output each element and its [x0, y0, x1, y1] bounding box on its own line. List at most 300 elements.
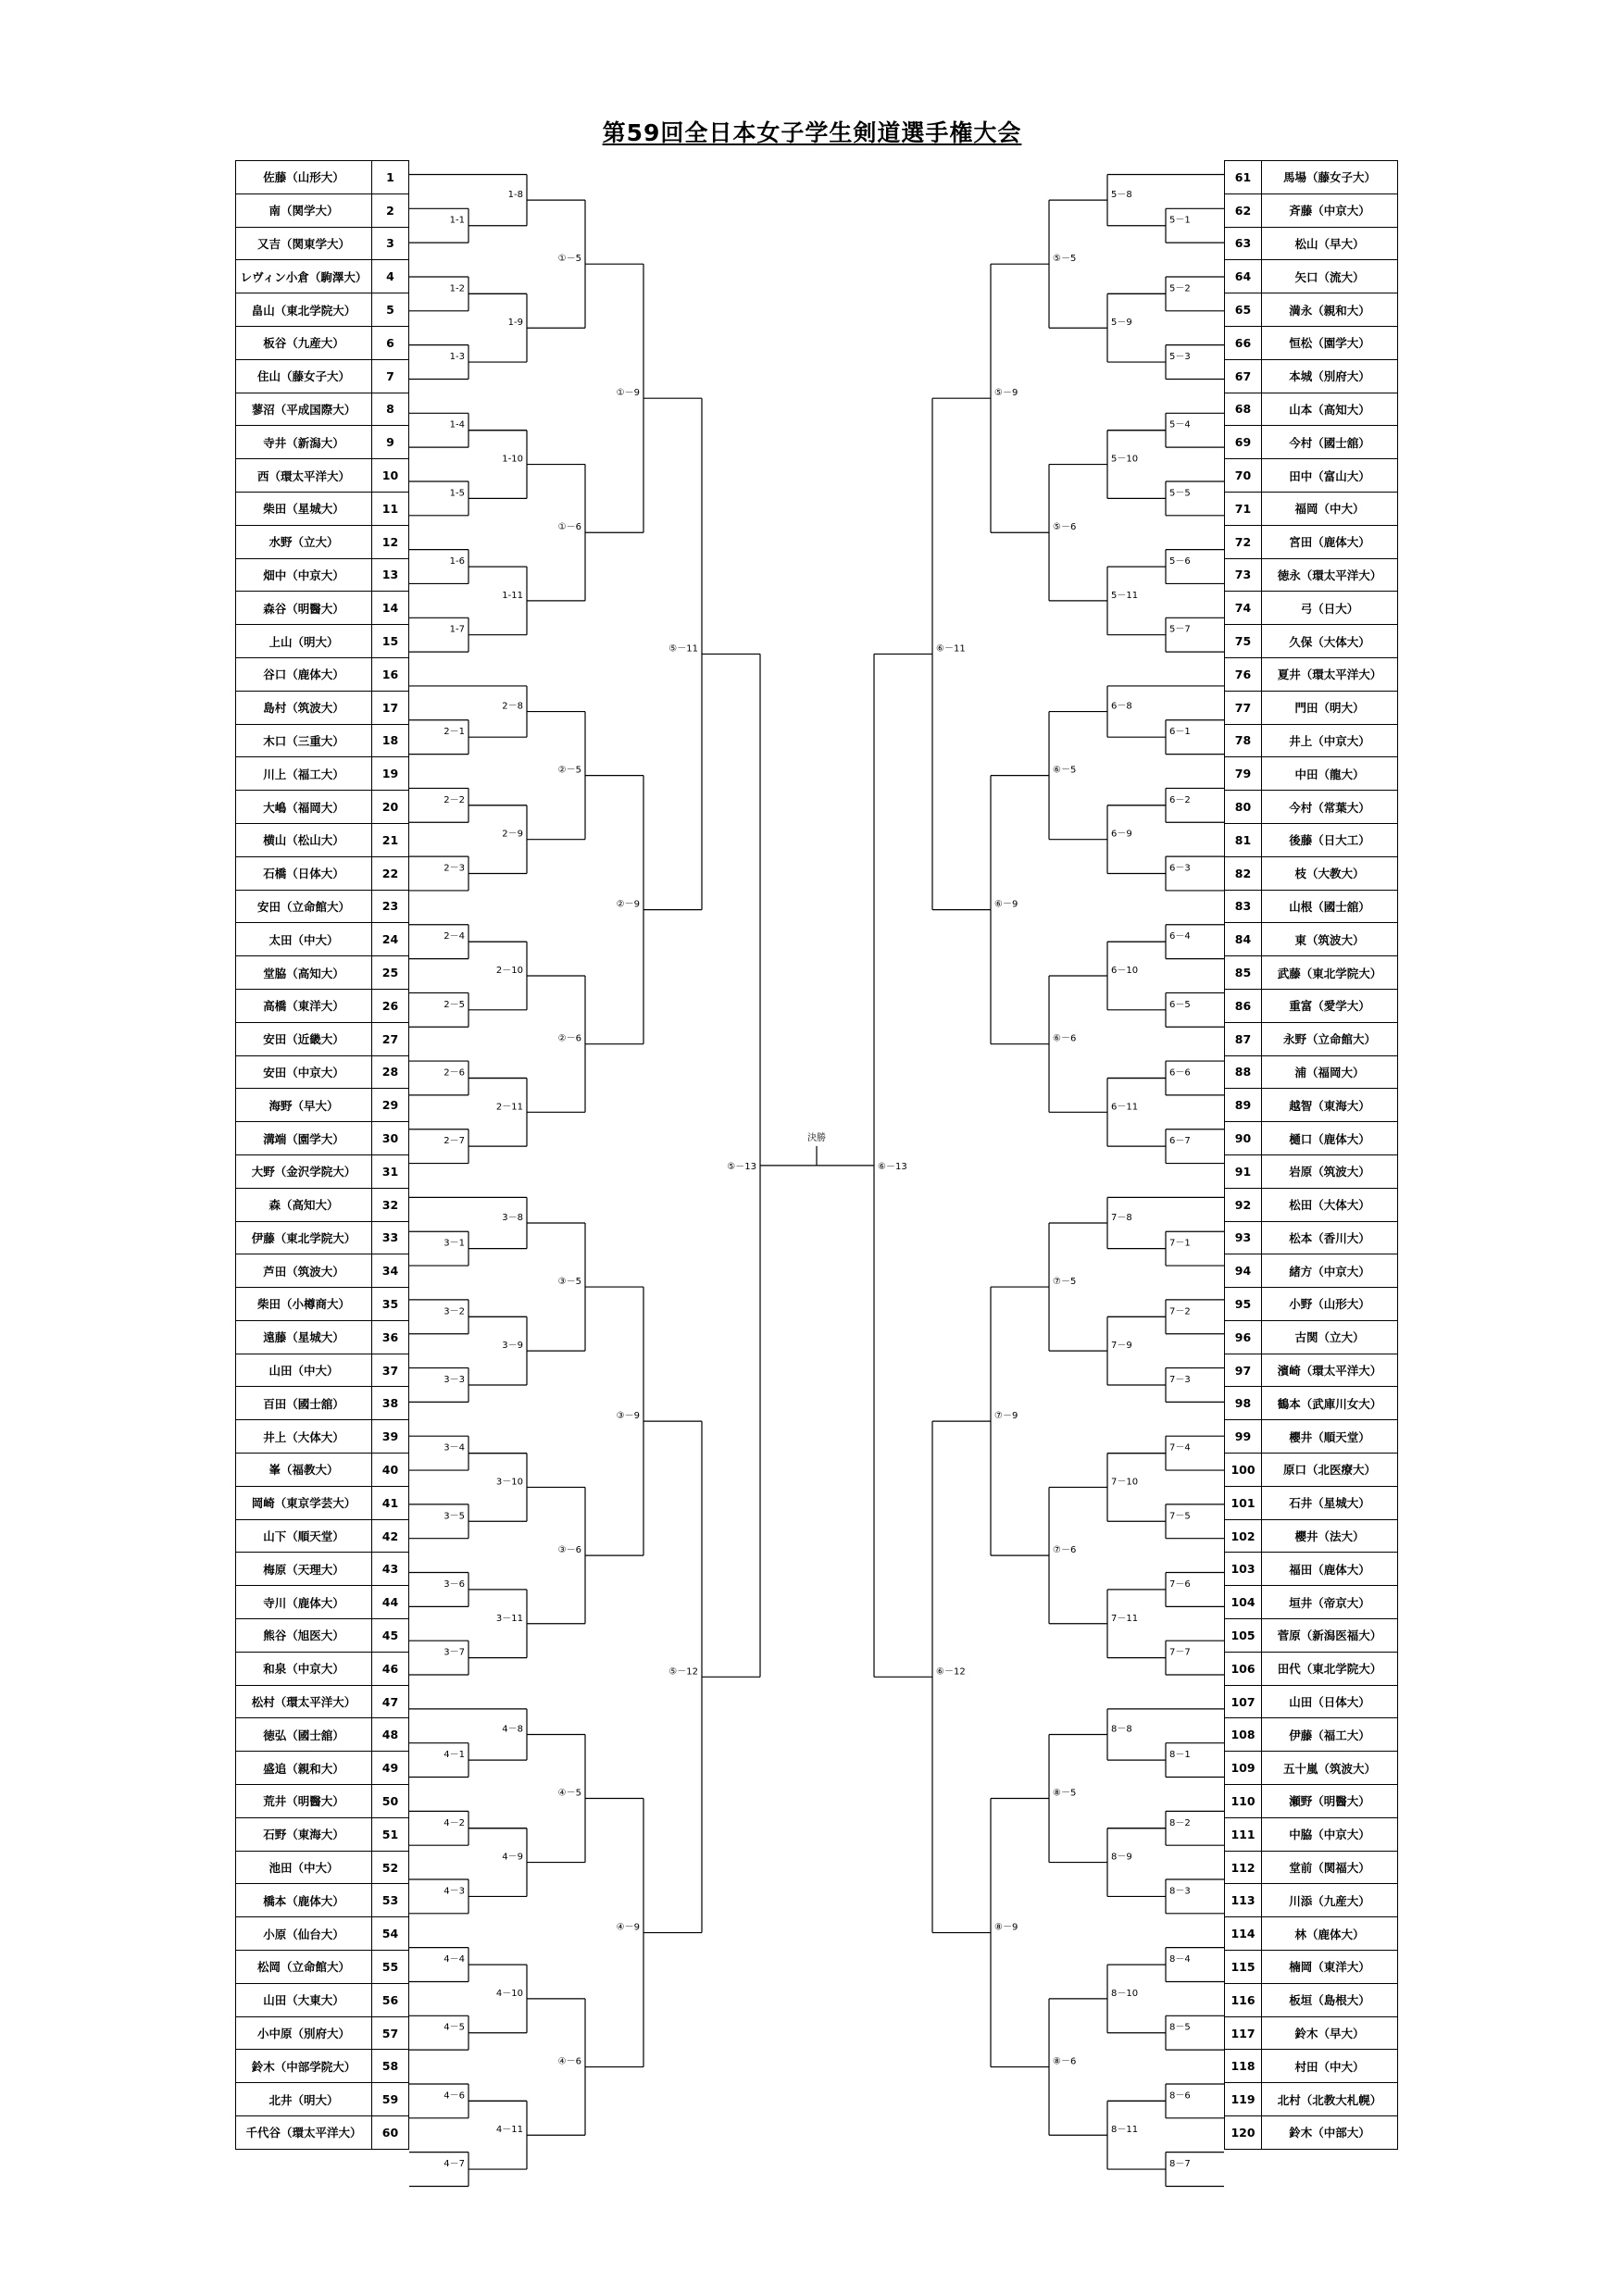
match-number-label: 4－5	[443, 2022, 465, 2033]
match-number-label: 1-6	[449, 556, 465, 568]
entrant-number: 68	[1225, 393, 1262, 426]
match-number-label: ②－5	[557, 765, 581, 776]
entrant-name: 鶴本（武庫川女大）	[1262, 1387, 1398, 1420]
entrant-name: 堂脇（高知大）	[236, 956, 372, 990]
entrant-name: 川上（福工大）	[236, 757, 372, 791]
entrant-name: 鈴木（早大）	[1262, 2016, 1398, 2050]
entrant-name: 森谷（明醫大）	[236, 592, 372, 625]
match-number-label: ⑦－9	[994, 1411, 1018, 1422]
match-number-label: ⑥－11	[936, 643, 966, 655]
entrant-name: 山田（中大）	[236, 1354, 372, 1387]
match-number-label: 3－3	[443, 1374, 465, 1385]
entrant-number: 113	[1225, 1884, 1262, 1917]
match-number-label: 1-2	[449, 283, 465, 294]
match-number-label: ②－6	[557, 1033, 581, 1044]
entrant-name: 馬場（藤女子大）	[1262, 161, 1398, 194]
entrant-number: 58	[372, 2050, 409, 2083]
entrant-number: 66	[1225, 326, 1262, 359]
entrant-name: 橋本（鹿体大）	[236, 1884, 372, 1917]
match-number-label: 3－7	[443, 1647, 465, 1658]
entrant-number: 112	[1225, 1851, 1262, 1884]
entrant-name: 夏井（環太平洋大）	[1262, 657, 1398, 691]
entrant-number: 57	[372, 2016, 409, 2050]
entrant-number: 40	[372, 1454, 409, 1487]
entrant-name: 畑中（中京大）	[236, 558, 372, 592]
entrant-number: 86	[1225, 989, 1262, 1022]
match-number-label: 2－8	[502, 701, 523, 712]
entrant-number: 64	[1225, 260, 1262, 293]
entrant-number: 49	[372, 1752, 409, 1785]
entrant-name: 櫻井（順天堂）	[1262, 1420, 1398, 1454]
match-number-label: 2－6	[443, 1067, 465, 1079]
entrant-number: 51	[372, 1817, 409, 1851]
match-number-label: ③－9	[616, 1411, 640, 1422]
entrant-number: 93	[1225, 1221, 1262, 1254]
entrant-number: 16	[372, 657, 409, 691]
entrant-name: 島村（筑波大）	[236, 691, 372, 724]
entrant-number: 6	[372, 326, 409, 359]
match-number-label: 4－3	[443, 1886, 465, 1897]
match-number-label: ⑥－13	[878, 1161, 907, 1172]
entrant-number: 2	[372, 193, 409, 227]
entrant-name: 濱崎（環太平洋大）	[1262, 1354, 1398, 1387]
match-number-label: 8－3	[1169, 1886, 1191, 1897]
match-number-label: ⑤－6	[1053, 522, 1077, 533]
match-number-label: 8－6	[1169, 2090, 1191, 2102]
match-number-label: 2－11	[495, 1102, 523, 1113]
entrant-number: 42	[372, 1519, 409, 1553]
match-number-label: 8－4	[1169, 1954, 1191, 1965]
entrant-number: 106	[1225, 1652, 1262, 1685]
entrant-name: 谷口（鹿体大）	[236, 657, 372, 691]
entrant-name: 荒井（明醫大）	[236, 1785, 372, 1818]
entrant-number: 26	[372, 989, 409, 1022]
entrant-name: 熊谷（旭医大）	[236, 1619, 372, 1653]
entrant-number: 45	[372, 1619, 409, 1653]
match-number-label: 6－2	[1169, 794, 1191, 805]
match-number-label: 7－4	[1169, 1442, 1191, 1454]
entrant-name: 千代谷（環太平洋大）	[236, 2116, 372, 2150]
entrant-name: 浦（福岡大）	[1262, 1055, 1398, 1089]
entrant-number: 80	[1225, 791, 1262, 824]
entrant-name: 原口（北医療大）	[1262, 1454, 1398, 1487]
entrant-number: 18	[372, 724, 409, 757]
match-number-label: ①－6	[557, 522, 581, 533]
entrant-name: 柴田（小樽商大）	[236, 1288, 372, 1321]
entrant-name: 又吉（関東学大）	[236, 227, 372, 260]
entrant-name: 太田（中大）	[236, 923, 372, 956]
entrant-number: 61	[1225, 161, 1262, 194]
match-number-label: 3－1	[443, 1238, 465, 1249]
entrant-number: 54	[372, 1917, 409, 1951]
entrant-name: 小野（山形大）	[1262, 1288, 1398, 1321]
entrant-number: 41	[372, 1486, 409, 1519]
match-number-label: 5－3	[1169, 352, 1191, 363]
entrant-number: 8	[372, 393, 409, 426]
entrant-name: 門田（明大）	[1262, 691, 1398, 724]
entrant-name: 梅原（天理大）	[236, 1553, 372, 1586]
entrant-name: 北井（明大）	[236, 2083, 372, 2116]
entrant-number: 56	[372, 1983, 409, 2016]
entrant-number: 48	[372, 1718, 409, 1752]
entrant-name: 水野（立大）	[236, 525, 372, 558]
match-number-label: 7－1	[1169, 1238, 1191, 1249]
entrant-name: 武藤（東北学院大）	[1262, 956, 1398, 990]
match-number-label: 6－3	[1169, 863, 1191, 874]
entrant-name: 鈴木（中部大）	[1262, 2116, 1398, 2150]
entrant-name: 宮田（鹿体大）	[1262, 525, 1398, 558]
entrant-number: 120	[1225, 2116, 1262, 2150]
match-number-label: 1-11	[502, 590, 523, 601]
entrant-name: 板垣（島根大）	[1262, 1983, 1398, 2016]
entrant-name: 久保（大体大）	[1262, 625, 1398, 658]
entrant-name: 山田（大東大）	[236, 1983, 372, 2016]
match-number-label: ⑧－5	[1053, 1788, 1077, 1799]
entrant-name: 和泉（中京大）	[236, 1652, 372, 1685]
entrant-number: 77	[1225, 691, 1262, 724]
entrant-name: 峯（福教大）	[236, 1454, 372, 1487]
entrant-number: 107	[1225, 1685, 1262, 1718]
entrant-name: 松村（環太平洋大）	[236, 1685, 372, 1718]
match-number-label: 2－9	[502, 829, 523, 840]
match-number-label: 7－11	[1111, 1613, 1139, 1624]
entrant-name: 北村（北教大札幌）	[1262, 2083, 1398, 2116]
entrant-number: 87	[1225, 1022, 1262, 1055]
entrant-name: 櫻井（法大）	[1262, 1519, 1398, 1553]
match-number-label: ⑥－5	[1053, 765, 1077, 776]
entrant-number: 24	[372, 923, 409, 956]
match-number-label: 3－4	[443, 1442, 465, 1454]
match-number-label: 7－10	[1111, 1477, 1139, 1488]
match-number-label: ⑥－12	[936, 1666, 966, 1678]
match-number-label: ④－6	[557, 2056, 581, 2067]
match-number-label: 8－2	[1169, 1817, 1191, 1828]
entrant-name: 溝端（園学大）	[236, 1122, 372, 1155]
match-number-label: 2－3	[443, 863, 465, 874]
entrant-name: 瀬野（明醫大）	[1262, 1785, 1398, 1818]
match-number-label: 5－1	[1169, 215, 1191, 226]
entrant-name: 村田（中大）	[1262, 2050, 1398, 2083]
entrant-number: 109	[1225, 1752, 1262, 1785]
entrant-number: 22	[372, 856, 409, 890]
entrant-number: 59	[372, 2083, 409, 2116]
tournament-title-text: 第59回全日本女子学生剣道選手権大会	[602, 119, 1022, 146]
match-number-label: 8－10	[1111, 1988, 1139, 1999]
match-number-label: 4－7	[443, 2159, 465, 2170]
entrant-name: 寺川（鹿体大）	[236, 1586, 372, 1619]
match-number-label: 4－6	[443, 2090, 465, 2102]
match-number-label: 2－10	[495, 966, 523, 977]
entrant-number: 100	[1225, 1454, 1262, 1487]
entrant-number: 34	[372, 1254, 409, 1288]
entrant-number: 31	[372, 1154, 409, 1188]
entrant-number: 32	[372, 1188, 409, 1221]
match-number-label: 8－5	[1169, 2022, 1191, 2033]
match-number-label: 3－9	[502, 1341, 523, 1352]
entrant-number: 84	[1225, 923, 1262, 956]
entrant-name: 安田（立命館大）	[236, 890, 372, 923]
entrant-name: 徳永（環太平洋大）	[1262, 558, 1398, 592]
entrant-number: 3	[372, 227, 409, 260]
match-number-label: 6－10	[1111, 966, 1139, 977]
entrant-name: 岡崎（東京学芸大）	[236, 1486, 372, 1519]
match-number-label: ⑥－6	[1053, 1033, 1077, 1044]
match-number-label: 1-10	[502, 454, 523, 465]
entrant-number: 75	[1225, 625, 1262, 658]
entrant-name: 柴田（星城大）	[236, 492, 372, 525]
entrant-name: 山下（順天堂）	[236, 1519, 372, 1553]
entrant-name: 田中（富山大）	[1262, 459, 1398, 493]
entrant-name: 畠山（東北学院大）	[236, 293, 372, 327]
entrant-name: 石野（東海大）	[236, 1817, 372, 1851]
entrant-number: 23	[372, 890, 409, 923]
match-number-label: 2－7	[443, 1136, 465, 1147]
match-number-label: ④－5	[557, 1788, 581, 1799]
entrant-name: 大野（金沢学院大）	[236, 1154, 372, 1188]
entrant-number: 46	[372, 1652, 409, 1685]
match-number-label: 6－9	[1111, 829, 1132, 840]
entrant-number: 89	[1225, 1089, 1262, 1122]
entrant-name: 山根（國士舘）	[1262, 890, 1398, 923]
entrant-name: 福田（鹿体大）	[1262, 1553, 1398, 1586]
entrant-number: 101	[1225, 1486, 1262, 1519]
entrant-number: 11	[372, 492, 409, 525]
entrant-name: 堂前（関福大）	[1262, 1851, 1398, 1884]
entrant-number: 108	[1225, 1718, 1262, 1752]
match-number-label: 2－1	[443, 727, 465, 738]
match-number-label: 1-5	[449, 488, 465, 499]
match-number-label: 7－2	[1169, 1306, 1191, 1317]
entrant-name: 樋口（鹿体大）	[1262, 1122, 1398, 1155]
match-number-label: 3－10	[495, 1477, 523, 1488]
match-number-label: ②－9	[616, 899, 640, 910]
entrant-number: 53	[372, 1884, 409, 1917]
entrant-name: 森（高知大）	[236, 1188, 372, 1221]
entrant-number: 67	[1225, 359, 1262, 393]
entrant-name: 山田（日体大）	[1262, 1685, 1398, 1718]
match-number-label: 4－10	[495, 1988, 523, 1999]
match-number-label: 1-3	[449, 352, 465, 363]
entrant-number: 4	[372, 260, 409, 293]
entrant-number: 82	[1225, 856, 1262, 890]
entrant-number: 85	[1225, 956, 1262, 990]
entrant-number: 60	[372, 2116, 409, 2150]
match-number-label: 7－9	[1111, 1341, 1132, 1352]
match-number-label: 3－11	[495, 1613, 523, 1624]
entrant-number: 78	[1225, 724, 1262, 757]
entrant-number: 30	[372, 1122, 409, 1155]
entrant-number: 98	[1225, 1387, 1262, 1420]
match-number-label: ⑧－9	[994, 1922, 1018, 1933]
entrant-name: 重富（愛学大）	[1262, 989, 1398, 1022]
entrant-number: 35	[372, 1288, 409, 1321]
match-number-label: 2－2	[443, 794, 465, 805]
match-number-label: 1-8	[507, 190, 523, 201]
entrant-name: 盛追（親和大）	[236, 1752, 372, 1785]
final-label: 決勝	[807, 1132, 826, 1143]
entrant-number: 20	[372, 791, 409, 824]
entrant-name: 越智（東海大）	[1262, 1089, 1398, 1122]
match-number-label: 7－3	[1169, 1374, 1191, 1385]
match-number-label: 5－10	[1111, 454, 1139, 465]
entrant-number: 37	[372, 1354, 409, 1387]
entrant-number: 9	[372, 426, 409, 459]
entrant-name: 伊藤（東北学院大）	[236, 1221, 372, 1254]
entrant-name: 恒松（園学大）	[1262, 326, 1398, 359]
entrant-number: 103	[1225, 1553, 1262, 1586]
entrant-name: 弓（日大）	[1262, 592, 1398, 625]
match-number-label: 8－1	[1169, 1750, 1191, 1761]
entrant-number: 110	[1225, 1785, 1262, 1818]
entrant-name: 安田（中京大）	[236, 1055, 372, 1089]
entrant-number: 5	[372, 293, 409, 327]
entrant-name: 松山（早大）	[1262, 227, 1398, 260]
entrant-number: 38	[372, 1387, 409, 1420]
entrant-name: 東（筑波大）	[1262, 923, 1398, 956]
entrant-number: 69	[1225, 426, 1262, 459]
match-number-label: 1-4	[449, 419, 465, 430]
match-number-label: 6－7	[1169, 1136, 1191, 1147]
entrant-name: 石橋（日体大）	[236, 856, 372, 890]
entrant-name: 五十嵐（筑波大）	[1262, 1752, 1398, 1785]
entrant-name: 古関（立大）	[1262, 1320, 1398, 1354]
entrant-number: 43	[372, 1553, 409, 1586]
entrant-number: 118	[1225, 2050, 1262, 2083]
entrant-name: 川添（九産大）	[1262, 1884, 1398, 1917]
entrant-number: 63	[1225, 227, 1262, 260]
entrant-number: 62	[1225, 193, 1262, 227]
entrant-name: 安田（近畿大）	[236, 1022, 372, 1055]
entrant-name: 後藤（日大工）	[1262, 823, 1398, 856]
match-number-label: 8－11	[1111, 2125, 1139, 2136]
entrant-name: 上山（明大）	[236, 625, 372, 658]
entrant-name: 永野（立命館大）	[1262, 1022, 1398, 1055]
match-number-label: 5－2	[1169, 283, 1191, 294]
entrant-number: 36	[372, 1320, 409, 1354]
entrant-number: 33	[372, 1221, 409, 1254]
entrant-number: 10	[372, 459, 409, 493]
match-number-label: 4－4	[443, 1954, 465, 1965]
match-number-label: 5－5	[1169, 488, 1191, 499]
entrant-number: 95	[1225, 1288, 1262, 1321]
match-number-label: 7－7	[1169, 1647, 1191, 1658]
match-number-label: ⑤－11	[668, 643, 698, 655]
match-number-label: 8－8	[1111, 1724, 1132, 1735]
entrant-name: 横山（松山大）	[236, 823, 372, 856]
entrant-name: 小原（仙台大）	[236, 1917, 372, 1951]
entrant-name: 木口（三重大）	[236, 724, 372, 757]
entrant-number: 104	[1225, 1586, 1262, 1619]
match-number-label: 6－1	[1169, 727, 1191, 738]
entrant-name: 住山（藤女子大）	[236, 359, 372, 393]
entrant-number: 116	[1225, 1983, 1262, 2016]
entrant-name: 小中原（別府大）	[236, 2016, 372, 2050]
match-number-label: ⑧－6	[1053, 2056, 1077, 2067]
entrant-name: 岩原（筑波大）	[1262, 1154, 1398, 1188]
match-number-label: ①－9	[616, 388, 640, 399]
entrant-number: 91	[1225, 1154, 1262, 1188]
entrant-number: 17	[372, 691, 409, 724]
match-number-label: 6－4	[1169, 931, 1191, 942]
match-number-label: 6－8	[1111, 701, 1132, 712]
entrant-name: 中脇（中京大）	[1262, 1817, 1398, 1851]
entrant-number: 28	[372, 1055, 409, 1089]
entrant-name: 満永（親和大）	[1262, 293, 1398, 327]
entrant-name: 松田（大体大）	[1262, 1188, 1398, 1221]
entrant-number: 114	[1225, 1917, 1262, 1951]
match-number-label: 5－4	[1169, 419, 1191, 430]
match-number-label: ①－5	[557, 254, 581, 265]
entrant-name: 松岡（立命館大）	[236, 1951, 372, 1984]
match-number-label: 6－6	[1169, 1067, 1191, 1079]
match-number-label: 1-9	[507, 318, 523, 329]
entrant-name: 寺井（新潟大）	[236, 426, 372, 459]
match-number-label: 3－6	[443, 1578, 465, 1590]
entrant-number: 65	[1225, 293, 1262, 327]
match-number-label: ④－9	[616, 1922, 640, 1933]
entrant-name: 今村（常葉大）	[1262, 791, 1398, 824]
match-number-label: 7－5	[1169, 1511, 1191, 1522]
match-number-label: 7－6	[1169, 1578, 1191, 1590]
match-number-label: ⑤－9	[994, 388, 1018, 399]
match-number-label: 4－1	[443, 1750, 465, 1761]
entrant-number: 15	[372, 625, 409, 658]
match-number-label: 4－2	[443, 1817, 465, 1828]
entrant-name: 伊藤（福工大）	[1262, 1718, 1398, 1752]
match-number-label: 5－9	[1111, 318, 1132, 329]
entrant-name: 楠岡（東洋大）	[1262, 1951, 1398, 1984]
entrant-number: 117	[1225, 2016, 1262, 2050]
entrant-name: 板谷（九産大）	[236, 326, 372, 359]
match-number-label: 5－6	[1169, 556, 1191, 568]
entrant-name: 高橋（東洋大）	[236, 989, 372, 1022]
match-number-label: 8－9	[1111, 1852, 1132, 1863]
entrant-name: 本城（別府大）	[1262, 359, 1398, 393]
entrant-number: 73	[1225, 558, 1262, 592]
entrant-number: 99	[1225, 1420, 1262, 1454]
entrant-name: 緒方（中京大）	[1262, 1254, 1398, 1288]
entrant-name: 菅原（新潟医福大）	[1262, 1619, 1398, 1653]
entrant-number: 111	[1225, 1817, 1262, 1851]
entrant-name: 中田（龍大）	[1262, 757, 1398, 791]
entrant-number: 47	[372, 1685, 409, 1718]
entrant-number: 105	[1225, 1619, 1262, 1653]
entrant-number: 71	[1225, 492, 1262, 525]
entrant-name: 斉藤（中京大）	[1262, 193, 1398, 227]
match-number-label: ③－5	[557, 1277, 581, 1288]
match-number-label: ③－6	[557, 1545, 581, 1556]
entrant-name: 徳弘（國士舘）	[236, 1718, 372, 1752]
entrant-name: 垣井（帝京大）	[1262, 1586, 1398, 1619]
match-number-label: 1-7	[449, 624, 465, 635]
entrant-number: 44	[372, 1586, 409, 1619]
match-number-label: 4－8	[502, 1724, 523, 1735]
entrant-number: 1	[372, 161, 409, 194]
match-number-label: 4－9	[502, 1852, 523, 1863]
match-number-label: 3－5	[443, 1511, 465, 1522]
entrant-name: 枝（大教大）	[1262, 856, 1398, 890]
match-number-label: 8－7	[1169, 2159, 1191, 2170]
match-number-label: ⑤－12	[668, 1666, 698, 1678]
entrant-number: 88	[1225, 1055, 1262, 1089]
match-number-label: ⑤－5	[1053, 254, 1077, 265]
entrant-number: 79	[1225, 757, 1262, 791]
entrant-number: 102	[1225, 1519, 1262, 1553]
entrant-name: 福岡（中大）	[1262, 492, 1398, 525]
entrant-name: 芦田（筑波大）	[236, 1254, 372, 1288]
entrant-name: 遠藤（星城大）	[236, 1320, 372, 1354]
entrant-number: 94	[1225, 1254, 1262, 1288]
